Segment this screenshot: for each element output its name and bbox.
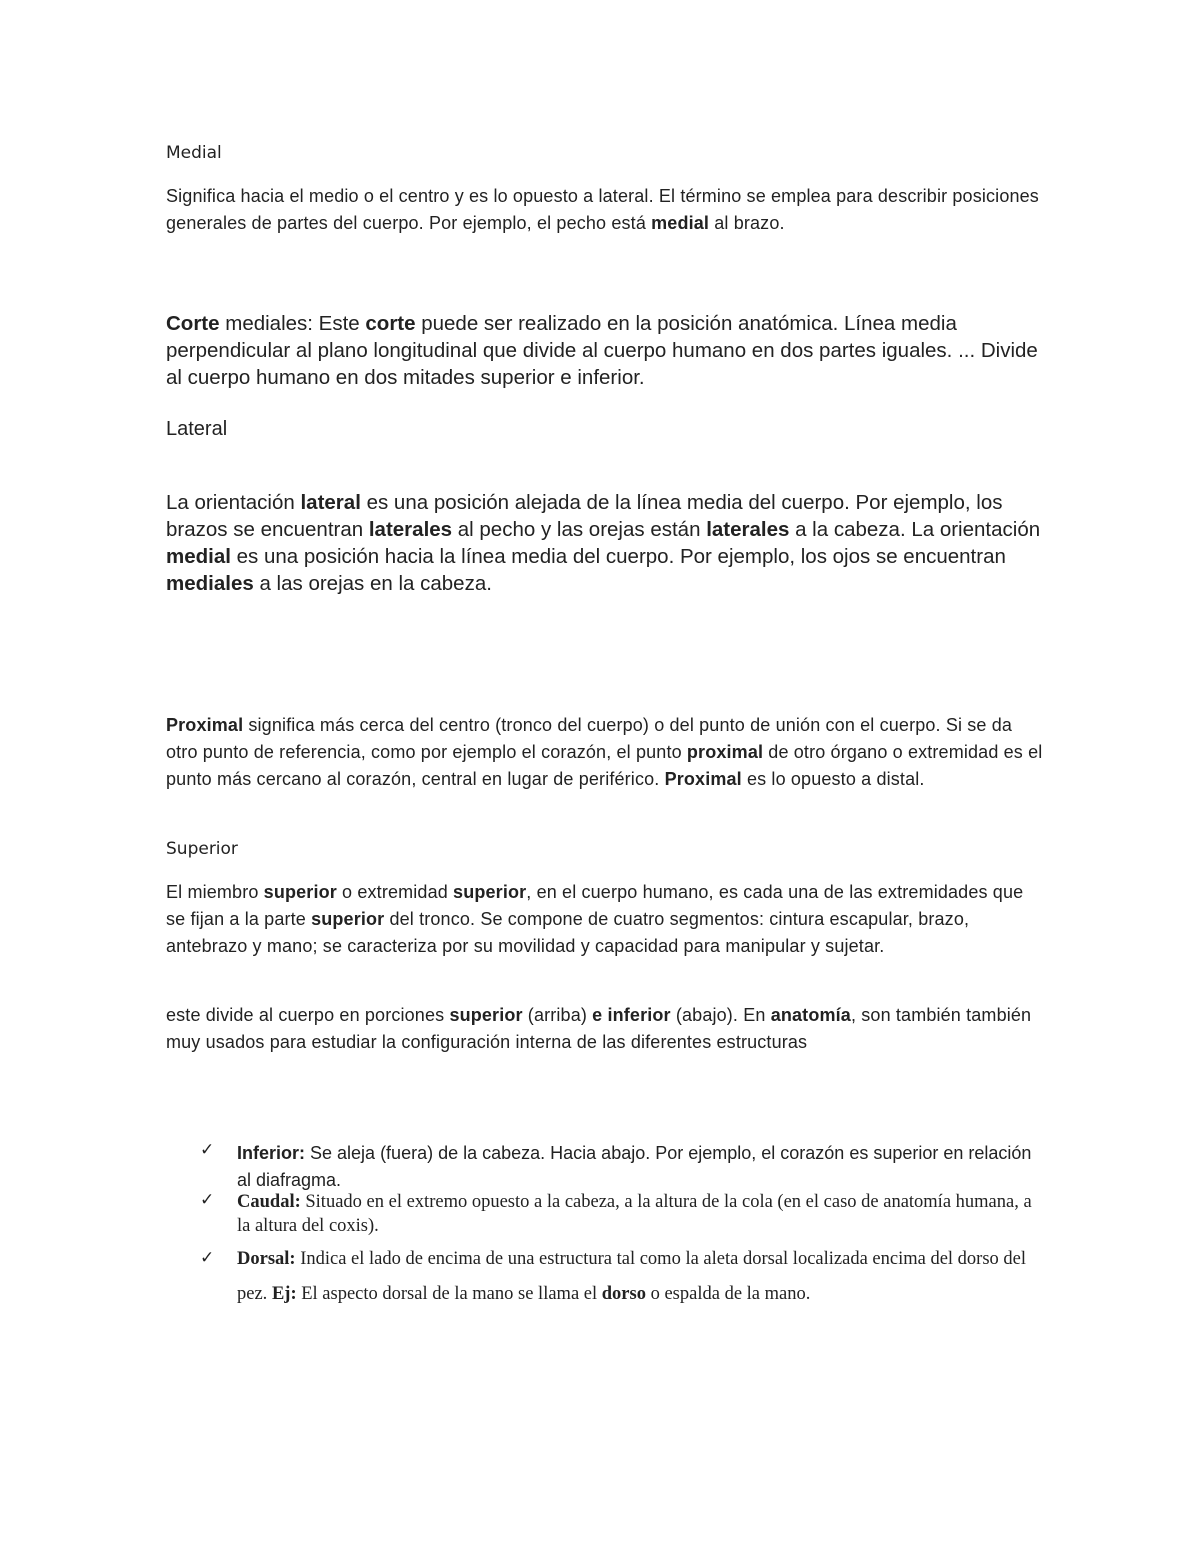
heading-medial: Medial [166,143,222,163]
paragraph-corte: Corte mediales: Este corte puede ser realizado en la posición anatómica. Línea media perpendicular al plano longitudinal que divide al cuerpo humano en dos partes iguales. ... Divide al cuerpo humano en dos mitades superior e inferior. [166,312,1038,389]
paragraph-superior-1: El miembro superior o extremidad superior, en el cuerpo humano, es cada una de las extremidades que se fijan a la parte superior del tronco. Se compone de cuatro segmentos: cintura escapular, brazo, antebrazo y mano; se caracteriza por su movilidad y capacidad para manipular y sujetar. [166,882,1024,956]
checkmark-icon: ✓ [200,1140,215,1160]
paragraph-lateral: La orientación lateral es una posición alejada de la línea media del cuerpo. Por ejemplo, los brazos se encuentran laterales al pecho y las orejas están laterales a la cabeza. La orientación medial es una posición hacia la línea media del cuerpo. Por ejemplo, los ojos se encuentran mediales a las orejas en la cabeza. [166,491,1041,595]
paragraph-superior-2: este divide al cuerpo en porciones superior (arriba) e inferior (abajo). En anatomía, son también también muy usados para estudiar la configuración interna de las diferentes estructuras [166,1005,1032,1052]
list-item-text: Inferior: Se aleja (fuera) de la cabeza. Hacia abajo. Por ejemplo, el corazón es superior en relación al diafragma. [237,1143,1032,1190]
list-item-text: Dorsal: Indica el lado de encima de una estructura tal como la aleta dorsal localizada encima del dorso del pez. Ej: El aspecto dorsal de la mano se llama el dorso o espalda de la mano. [237,1249,1027,1304]
checkmark-icon: ✓ [200,1190,215,1210]
list-item-text: Caudal: Situado en el extremo opuesto a la cabeza, a la altura de la cola (en el caso de anatomía humana, a la altura del coxis). [237,1192,1032,1236]
paragraph-proximal: Proximal significa más cerca del centro (tronco del cuerpo) o del punto de unión con el cuerpo. Si se da otro punto de referencia, como por ejemplo el corazón, el punto proximal de otro órgano o extremidad es el punto más cercano al corazón, central en lugar de periférico. Proximal es lo opuesto a distal. [166,715,1043,789]
heading-superior: Superior [166,839,238,859]
checkmark-icon: ✓ [200,1248,215,1268]
paragraph-medial: Significa hacia el medio o el centro y es lo opuesto a lateral. El término se emplea para describir posiciones generales de partes del cuerpo. Por ejemplo, el pecho está medial al brazo. [166,186,1039,233]
heading-lateral: Lateral [166,418,228,440]
